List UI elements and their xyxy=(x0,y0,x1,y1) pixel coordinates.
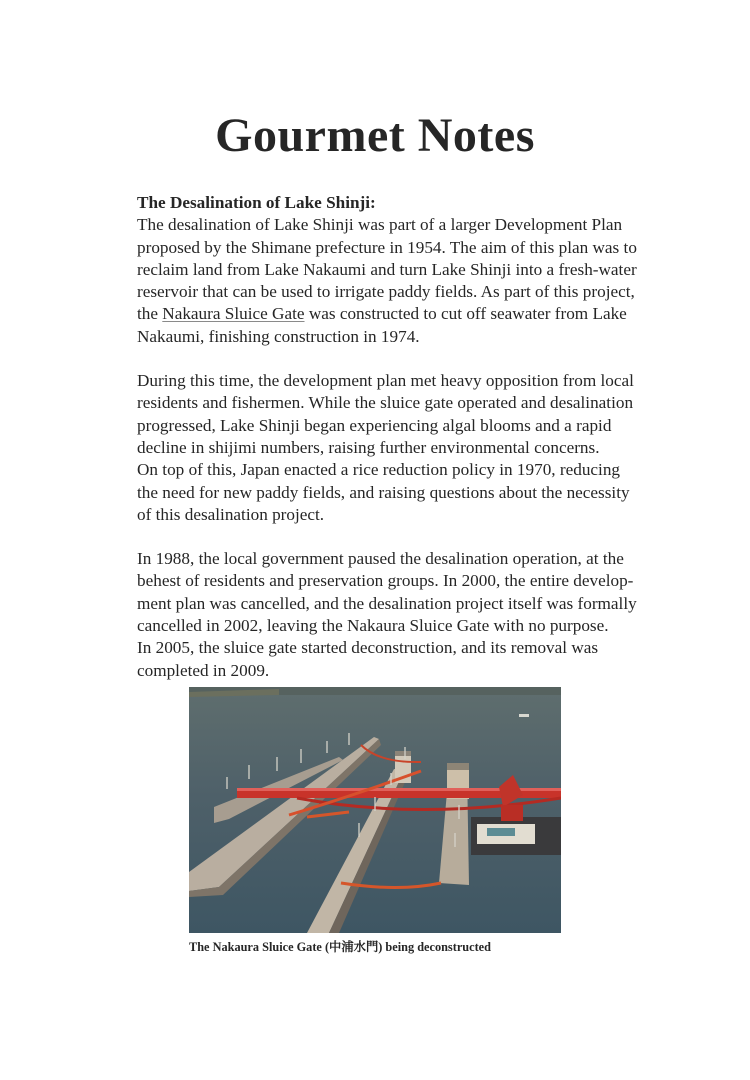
caption-kanji: 中浦水門 xyxy=(329,940,379,954)
paragraph-3: On top of this, Japan enacted a rice reduction policy in 1970, reducing the need for new paddy fields, and raising questions about the necessity of this desalination project. xyxy=(137,460,630,524)
paragraph-1-text-b: was constructed to cut off seawater from Lake Nakaumi, finishing construction in 1974. xyxy=(137,304,627,346)
nakaura-sluice-gate-link[interactable]: Nakaura Sluice Gate xyxy=(162,304,305,324)
paragraph-1 xyxy=(137,214,637,348)
sluice-gate-photo xyxy=(189,687,561,933)
paragraph-4: In 1988, the local government paused the desalination operation, at the behest of residents and preservation groups. In 2000, the entire develop-ment plan was cancelled, and the desalination project itself was formally cancelled in 2002, leaving the Nakaura Sluice Gate with no purpose. xyxy=(137,549,637,636)
paragraph-2: During this time, the development plan met heavy opposition from local residents and fishermen. While the sluice gate operated and desalination progressed, Lake Shinji began experiencing algal blooms and a rapid decline in shijimi numbers, raising further environmental concerns. xyxy=(137,371,634,457)
section-heading: The Desalination of Lake Shinji: xyxy=(137,193,376,212)
page-title: Gourmet Notes xyxy=(215,109,535,162)
article-body xyxy=(137,192,637,682)
paragraph-1-text-a: The desalination of Lake Shinji was part of a larger Development Plan proposed by the Shimane prefecture in 1954. The aim of this plan was to reclaim land from Lake Nakaumi and turn Lake Shinji into a fresh-water reservoir that can be used to irrigate paddy fields. As part of this project, the xyxy=(137,215,637,324)
caption-text-b: ) being deconstructed xyxy=(378,940,491,954)
paragraph-5: In 2005, the sluice gate started deconstruction, and its removal was completed in 2009. xyxy=(137,638,599,680)
figure-caption xyxy=(189,937,491,955)
caption-text-a: The Nakaura Sluice Gate ( xyxy=(189,940,330,954)
